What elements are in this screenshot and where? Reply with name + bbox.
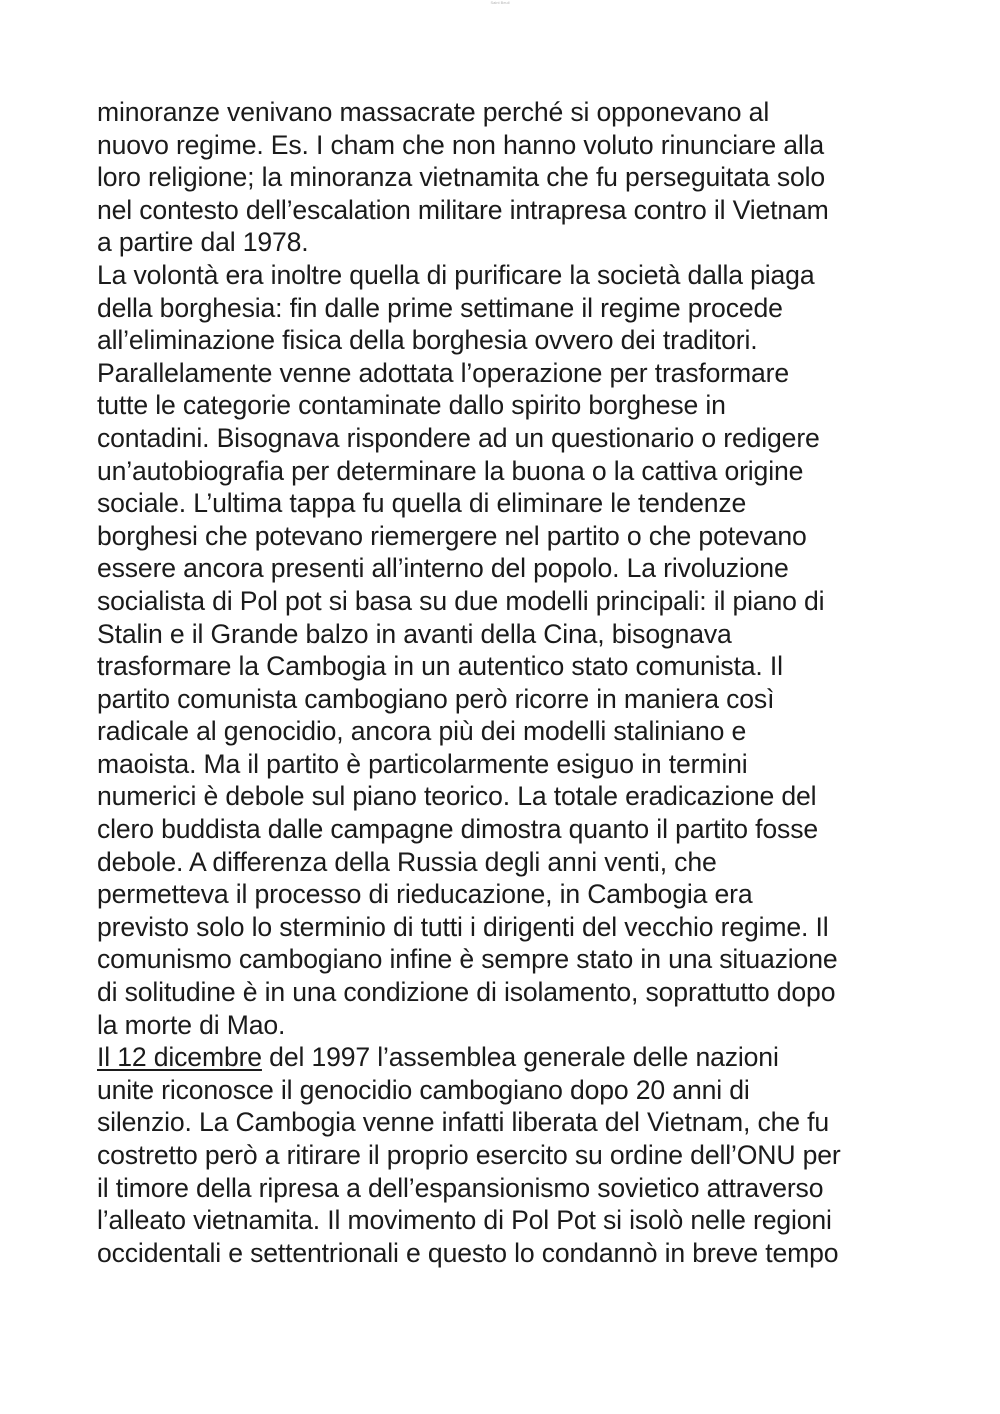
date-line-rest: del 1997 l’assemblea generale delle nazioni [261,1042,779,1073]
text-line: La volontà era inoltre quella di purificare la società dalla piaga [97,259,815,290]
text-line: costretto però a ritirare il proprio esercito su ordine dell’ONU per [97,1140,841,1170]
text-line: socialista di Pol pot si basa su due modelli principali: il piano di [97,585,825,616]
text-line: essere ancora presenti all’interno del popolo. La rivoluzione [97,553,789,584]
text-line: nel contesto dell’escalation militare intrapresa contro il Vietnam [97,194,829,225]
text-line: il timore della ripresa a dell’espansionismo sovietico attraverso [97,1172,824,1203]
text-line: l’alleato vietnamita. Il movimento di Pol Pot si isolò nelle regioni [97,1205,832,1236]
text-line: Stalin e il Grande balzo in avanti della Cina, bisognava [97,618,732,649]
text-line: occidentali e settentrionali e questo lo condannò in breve tempo [97,1237,839,1268]
text-line: trasformare la Cambogia in un autentico stato comunista. Il [97,651,783,682]
text-line: nuovo regime. Es. I cham che non hanno voluto rinunciare alla [97,129,825,160]
text-line: previsto solo lo sterminio di tutti i dirigenti del vecchio regime. Il [97,911,829,942]
text-line: di solitudine è in una condizione di isolamento, soprattutto dopo [97,977,836,1008]
text-line: permetteva il processo di rieducazione, in Cambogia era [97,879,753,910]
text-line: silenzio. La Cambogia venne infatti liberata del Vietnam, che fu [97,1107,830,1138]
underlined-date: Il 12 dicembre [97,1042,262,1073]
text-line-date [97,1041,927,1074]
text-line: sociale. L’ultima tappa fu quella di eliminare le tendenze [97,488,747,519]
text-line: debole. A differenza della Russia degli anni venti, che [97,846,717,877]
text-line: numerici è debole sul piano teorico. La totale eradicazione del [97,781,817,812]
text-line: contadini. Bisognava rispondere ad un questionario o redigere [97,422,820,453]
text-line: a partire dal 1978. [97,227,309,258]
text-line: unite riconosce il genocidio cambogiano dopo 20 anni di [97,1074,750,1105]
text-line: radicale al genocidio, ancora più dei modelli staliniano e [97,716,747,747]
text-line: comunismo cambogiano infine è sempre stato in una situazione [97,944,838,975]
text-line: minoranze venivano massacrate perché si opponevano al [97,97,770,127]
header-note: Saint Beuil [490,0,510,5]
text-line: maoista. Ma il partito è particolarmente esiguo in termini [97,748,748,779]
text-line: loro religione; la minoranza vietnamita che fu perseguitata solo [97,162,826,193]
document-body [97,96,927,1269]
text-line: partito comunista cambogiano però ricorre in maniera così [97,683,775,714]
text-line: tutte le categorie contaminate dallo spirito borghese in [97,390,726,421]
text-line: borghesi che potevano riemergere nel partito o che potevano [97,520,807,551]
text-line: all’eliminazione fisica della borghesia ovvero dei traditori. [97,325,758,356]
text-line: clero buddista dalle campagne dimostra quanto il partito fosse [97,814,818,845]
text-line: la morte di Mao. [97,1009,286,1040]
text-line: Parallelamente venne adottata l’operazione per trasformare [97,357,790,388]
text-line: un’autobiografia per determinare la buona o la cattiva origine [97,455,804,486]
text-line: della borghesia: fin dalle prime settimane il regime procede [97,292,783,323]
